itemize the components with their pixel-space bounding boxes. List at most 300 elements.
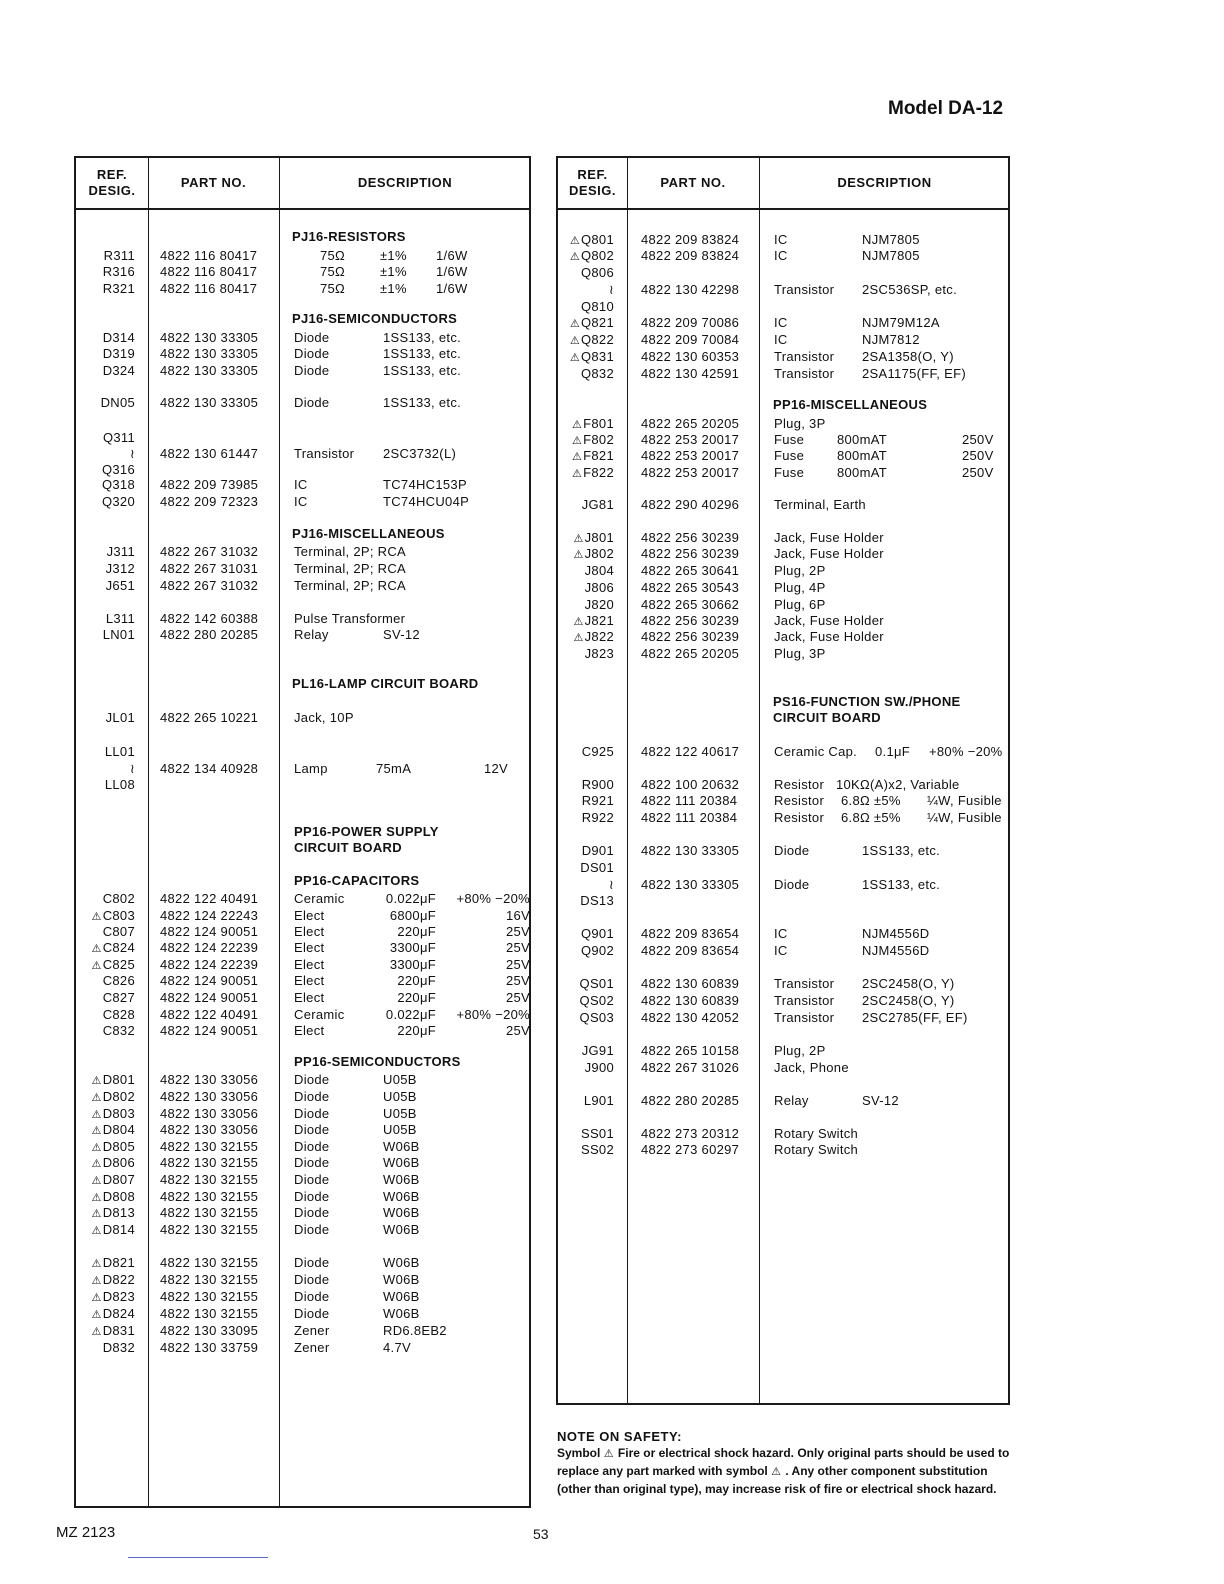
ref-designator: ⚠J801 [573,530,614,545]
description-d2: 1SS133, etc. [383,395,462,410]
description-d1: Diode [294,1205,330,1220]
description-d2: 2SA1358(O, Y) [862,349,954,364]
description-d2: 1SS133, etc. [383,330,462,345]
part-number: 4822 280 20285 [641,1093,740,1108]
part-number: 4822 122 40491 [160,891,259,906]
section-heading: PJ16-MISCELLANEOUS [292,526,445,541]
divider [128,1557,268,1558]
ref-designator: ⚠Q831 [569,349,614,364]
part-number: 4822 134 40928 [160,761,259,776]
description-d2: 1SS133, etc. [862,877,941,892]
part-number: 4822 280 20285 [160,627,259,642]
description-d2: 220μF [397,1023,436,1038]
description-d1: Rotary Switch [774,1126,859,1141]
ref-designator: ⚠C825 [91,957,135,972]
ref-designator: J820 [584,597,614,612]
ref-designator: D901 [581,843,614,858]
part-number: 4822 130 33305 [641,877,740,892]
description-d2: W06B [383,1205,420,1220]
description-d2: TC74HC153P [383,477,467,492]
part-number: 4822 124 22239 [160,957,259,972]
description-d1: Relay [774,1093,809,1108]
description-d2: SV-12 [862,1093,899,1108]
part-number: 4822 130 33056 [160,1072,259,1087]
part-number: 4822 130 33056 [160,1089,259,1104]
description-d1: Diode [294,346,330,361]
description-d1: Diode [294,1306,330,1321]
description-d2: ±1% [380,264,407,279]
description-d1: Ceramic [294,1007,345,1022]
part-number: 4822 130 33305 [160,330,259,345]
description-d2: 220μF [397,990,436,1005]
description-d1: Diode [294,1139,330,1154]
part-number: 4822 111 20384 [641,793,738,808]
hazard-icon: ⚠ [571,468,583,480]
ref-designator: J900 [584,1060,614,1075]
description-d3: +80% −20% [929,744,1003,759]
hazard-icon: ⚠ [91,1292,102,1304]
part-number: 4822 267 31032 [160,578,259,593]
section-heading: PP16-MISCELLANEOUS [773,397,928,412]
hazard-icon: ⚠ [91,1225,102,1237]
part-number: 4822 124 90051 [160,1023,259,1038]
description-d1: Resistor [774,777,825,792]
ref-designator: ⚠D813 [91,1205,135,1220]
hazard-icon: ⚠ [569,335,580,347]
ref-designator: QS01 [579,976,614,991]
safety-note-body: Symbol ⚠ Fire or electrical shock hazard. Only original parts should be used to replace any part marked with symbol ⚠ . Any other component substitution (other than original type), may increase risk of fire or electrical shock hazard. [557,1446,1010,1496]
ref-designator: ⚠Q821 [569,315,614,330]
section-heading: PJ16-SEMICONDUCTORS [292,311,458,326]
ref-designator: ⚠Q822 [569,332,614,347]
description-d1: Fuse [774,448,805,463]
hazard-icon: ⚠ [91,1125,102,1137]
description-d1: Resistor [774,810,825,825]
description-d1: Ceramic Cap. [774,744,858,759]
description-d1: Transistor [774,366,835,381]
description-d3: 1/6W [436,281,468,296]
description-d1: Jack, Fuse Holder [774,530,884,545]
part-number: 4822 122 40617 [641,744,740,759]
ref-designator: R921 [581,793,614,808]
description-d1: Jack, 10P [294,710,354,725]
part-number: 4822 265 20205 [641,646,740,661]
ref-designator: ⚠D807 [91,1172,135,1187]
description-d2: NJM4556D [862,926,930,941]
description-d1: Diode [294,1289,330,1304]
ref-designator: L311 [105,611,135,626]
description-d1: 75Ω [320,248,346,263]
description-d2: 2SC2458(O, Y) [862,993,955,1008]
ref-designator: D314 [102,330,135,345]
part-number: 4822 130 61447 [160,446,259,461]
description-d1: Elect [294,924,325,939]
part-number: 4822 130 42052 [641,1010,740,1025]
ref-designator: D324 [102,363,135,378]
ref-designator: Q806 [580,265,614,280]
part-number: 4822 209 83824 [641,248,740,263]
ref-designator: ⚠C803 [91,908,135,923]
part-number: 4822 267 31032 [160,544,259,559]
description-d1: Plug, 4P [774,580,826,595]
part-number: 4822 130 32155 [160,1272,259,1287]
ref-designator: ⚠J822 [573,629,614,644]
description-d1: Diode [294,1122,330,1137]
hazard-icon: ⚠ [569,235,580,247]
ref-designator: Q832 [580,366,614,381]
hazard-icon: ⚠ [91,1309,102,1321]
ref-designator: QS02 [579,993,614,1008]
description-d1: Transistor [774,1010,835,1025]
description-d1: IC [774,248,788,263]
ref-designator: JL01 [105,710,135,725]
hazard-icon: ⚠ [91,1092,102,1104]
ref-designator: ⚠F802 [571,432,614,447]
description-d1: Diode [294,1272,330,1287]
description-d1: Elect [294,940,325,955]
part-number: 4822 124 22239 [160,940,259,955]
description-d1: Diode [294,1089,330,1104]
part-number: 4822 130 32155 [160,1306,259,1321]
part-number: 4822 209 72323 [160,494,259,509]
part-number: 4822 273 60297 [641,1142,740,1157]
ref-designator: ⚠D803 [91,1106,135,1121]
ref-designator: D832 [102,1340,135,1355]
description-d1: Plug, 3P [774,416,826,431]
description-d3: 25V [505,957,530,972]
description-d2: NJM4556D [862,943,930,958]
description-d1: Diode [294,363,330,378]
section-heading: PL16-LAMP CIRCUIT BOARD [292,676,479,691]
ref-designator: Q810 [580,299,614,314]
hazard-icon: ⚠ [91,1142,102,1154]
description-d2: NJM7812 [862,332,920,347]
ref-designator: Q902 [580,943,614,958]
part-number: 4822 256 30239 [641,613,740,628]
ref-designator: C827 [102,990,135,1005]
section-heading: PS16-FUNCTION SW./PHONE CIRCUIT BOARD [773,694,961,725]
ref-designator: ⚠J821 [573,613,614,628]
ref-designator: C802 [102,891,135,906]
ref-designator: Q320 [101,494,135,509]
part-number: 4822 142 60388 [160,611,259,626]
hazard-icon: ⚠ [91,960,102,972]
part-number: 4822 130 33305 [641,843,740,858]
description-d2: U05B [383,1122,417,1137]
description-d1: Lamp [294,761,328,776]
part-number: 4822 130 33095 [160,1323,259,1338]
ref-designator: ≀ [129,446,135,461]
description-d1: Transistor [774,976,835,991]
description-d1: Diode [294,1172,330,1187]
ref-designator: D319 [102,346,135,361]
ref-designator: R900 [581,777,614,792]
ref-designator: DS13 [580,893,614,908]
ref-designator: ⚠D814 [91,1222,135,1237]
part-number: 4822 265 30543 [641,580,740,595]
description-d2: 0.1μF [875,744,911,759]
part-number: 4822 116 80417 [160,264,258,279]
description-d1: Relay [294,627,329,642]
hazard-icon: ⚠ [569,251,580,263]
hazard-icon: ⚠ [91,1258,102,1270]
safety-note [557,1428,1017,1498]
part-number: 4822 265 30641 [641,563,740,578]
hazard-icon: ⚠ [573,616,584,628]
description-d2: 800mAT [837,448,887,463]
ref-designator: ⚠F801 [571,416,614,431]
part-number: 4822 209 70086 [641,315,740,330]
part-number: 4822 122 40491 [160,1007,259,1022]
col-part-header: PART NO. [180,175,247,190]
description-d1: Resistor [774,793,825,808]
description-d1: IC [774,315,788,330]
safety-note-title: NOTE ON SAFETY: [557,1429,682,1444]
model-title: Model DA-12 [888,98,1004,119]
hazard-icon: ⚠ [91,1158,102,1170]
description-d3: 25V [505,973,530,988]
description-d2: W06B [383,1289,420,1304]
ref-designator: J651 [105,578,135,593]
ref-designator: ⚠J802 [573,546,614,561]
part-number: 4822 130 42298 [641,282,740,297]
description-d1: Diode [294,1155,330,1170]
hazard-icon: ⚠ [771,1466,781,1478]
part-number: 4822 130 60353 [641,349,740,364]
ref-designator: C832 [102,1023,135,1038]
part-number: 4822 209 83654 [641,943,740,958]
section-heading: PP16-SEMICONDUCTORS [294,1054,461,1069]
part-number: 4822 130 32155 [160,1155,259,1170]
ref-designator: R311 [103,248,135,263]
hazard-icon: ⚠ [91,1208,102,1220]
part-number: 4822 253 20017 [641,432,740,447]
description-d2: 220μF [397,973,436,988]
part-number: 4822 130 42591 [641,366,740,381]
ref-designator: L901 [583,1093,614,1108]
hazard-icon: ⚠ [91,1075,102,1087]
description-d2: 0.022μF [385,1007,436,1022]
part-number: 4822 265 10158 [641,1043,740,1058]
part-number: 4822 130 60839 [641,993,740,1008]
part-number: 4822 267 31026 [641,1060,740,1075]
part-number: 4822 267 31031 [160,561,259,576]
description-d1: Transistor [774,282,835,297]
ref-designator: J312 [105,561,135,576]
ref-designator: C807 [102,924,135,939]
description-d1: Plug, 6P [774,597,826,612]
description-d1: Diode [294,395,330,410]
document-number: MZ 2123 [56,1524,116,1541]
ref-designator: LN01 [102,627,135,642]
part-number: 4822 130 32155 [160,1139,259,1154]
ref-designator: ⚠D804 [91,1122,135,1137]
description-d2: 10KΩ(A)x2, Variable [836,777,960,792]
ref-designator: Q311 [102,430,135,445]
description-d1: Diode [294,1222,330,1237]
part-number: 4822 130 32155 [160,1222,259,1237]
description-d1: Fuse [774,432,805,447]
description-d2: W06B [383,1272,420,1287]
page-number: 53 [533,1526,549,1542]
ref-designator: SS02 [580,1142,614,1157]
ref-designator: R316 [102,264,135,279]
description-d2: 75mA [376,761,412,776]
description-d2: U05B [383,1072,417,1087]
col-desc-header: DESCRIPTION [837,175,932,190]
part-number: 4822 256 30239 [641,629,740,644]
description-d1: Jack, Fuse Holder [774,629,884,644]
description-d1: Diode [294,330,330,345]
ref-designator: Q318 [101,477,135,492]
description-d1: Diode [774,877,810,892]
ref-designator: ⚠Q802 [569,248,614,263]
description-d2: 2SC3732(L) [383,446,457,461]
hazard-icon: ⚠ [91,1109,102,1121]
description-d2: SV-12 [383,627,420,642]
part-number: 4822 130 33305 [160,363,259,378]
description-d2: 6.8Ω ±5% [841,793,901,808]
ref-designator: ≀ [608,877,614,892]
ref-designator: ⚠D802 [91,1089,135,1104]
description-d1: IC [294,494,308,509]
description-d1: IC [774,332,788,347]
description-d1: Elect [294,957,325,972]
description-d2: 2SA1175(FF, EF) [862,366,966,381]
description-d2: 2SC536SP, etc. [862,282,958,297]
ref-designator: Q901 [580,926,614,941]
col-ref-header: REF. DESIG. [568,167,617,198]
description-d2: W06B [383,1155,420,1170]
description-d2: W06B [383,1172,420,1187]
ref-designator: JG81 [581,497,614,512]
description-d1: Plug, 2P [774,1043,826,1058]
ref-designator: ⚠C824 [91,940,135,955]
description-d1: Terminal, 2P; RCA [294,578,407,593]
hazard-icon: ⚠ [573,533,584,545]
ref-designator: C925 [581,744,614,759]
part-number: 4822 130 32155 [160,1255,259,1270]
part-number: 4822 124 90051 [160,973,259,988]
description-d1: Diode [294,1255,330,1270]
hazard-icon: ⚠ [569,352,580,364]
description-d2: 2SC2785(FF, EF) [862,1010,968,1025]
description-d2: W06B [383,1306,420,1321]
description-d1: Jack, Phone [774,1060,849,1075]
description-d3: ¼W, Fusible [927,793,1002,808]
part-number: 4822 253 20017 [641,448,740,463]
part-number: 4822 124 90051 [160,990,259,1005]
hazard-icon: ⚠ [91,1326,102,1338]
ref-designator: ⚠D808 [91,1189,135,1204]
description-d1: Terminal, 2P; RCA [294,561,407,576]
description-d2: 800mAT [837,432,887,447]
description-d1: Diode [294,1106,330,1121]
description-d3: 16V [505,908,530,923]
description-d1: Diode [294,1189,330,1204]
description-d3: 25V [505,924,530,939]
description-d1: Jack, Fuse Holder [774,546,884,561]
description-d2: W06B [383,1139,420,1154]
description-d2: W06B [383,1189,420,1204]
description-d3: 250V [962,465,994,480]
description-d2: NJM7805 [862,248,920,263]
description-d1: Transistor [294,446,355,461]
ref-designator: ⚠D805 [91,1139,135,1154]
part-number: 4822 111 20384 [641,810,738,825]
description-d1: 75Ω [320,281,346,296]
hazard-icon: ⚠ [91,943,102,955]
ref-designator: C826 [102,973,135,988]
part-number: 4822 130 33056 [160,1122,259,1137]
ref-designator: Q316 [101,462,135,477]
description-d3: +80% −20% [456,1007,530,1022]
hazard-icon: ⚠ [91,1275,102,1287]
description-d3: 25V [505,940,530,955]
ref-designator: SS01 [580,1126,614,1141]
part-number: 4822 290 40296 [641,497,740,512]
ref-designator: J311 [106,544,135,559]
description-d1: Terminal, 2P; RCA [294,544,407,559]
description-d1: Diode [294,1072,330,1087]
description-d1: Fuse [774,465,805,480]
description-d3: 250V [962,448,994,463]
description-d1: Diode [774,843,810,858]
hazard-icon: ⚠ [91,911,102,923]
description-d1: IC [774,232,788,247]
description-d1: IC [774,943,788,958]
ref-designator: ⚠D821 [91,1255,135,1270]
part-number: 4822 130 33305 [160,346,259,361]
hazard-icon: ⚠ [91,1175,102,1187]
ref-designator: LL08 [104,777,135,792]
ref-designator: ⚠F821 [571,448,614,463]
part-number: 4822 265 10221 [160,710,259,725]
part-number: 4822 130 32155 [160,1172,259,1187]
hazard-icon: ⚠ [571,451,583,463]
description-d2: RD6.8EB2 [383,1323,447,1338]
description-d3: 25V [505,1023,530,1038]
description-d2: 2SC2458(O, Y) [862,976,955,991]
part-number: 4822 124 90051 [160,924,259,939]
description-d2: 1SS133, etc. [383,346,462,361]
description-d3: ¼W, Fusible [927,810,1002,825]
description-d2: ±1% [380,248,407,263]
part-number: 4822 209 83824 [641,232,740,247]
hazard-icon: ⚠ [571,435,583,447]
ref-designator: DS01 [580,860,614,875]
description-d1: Transistor [774,349,835,364]
description-d3: +80% −20% [456,891,530,906]
part-number: 4822 256 30239 [641,546,740,561]
description-d2: W06B [383,1255,420,1270]
description-d2: 6800μF [389,908,436,923]
part-number: 4822 124 22243 [160,908,259,923]
description-d2: U05B [383,1106,417,1121]
description-d3: 1/6W [436,248,468,263]
description-d1: Zener [294,1323,330,1338]
ref-designator: ≀ [129,761,135,776]
hazard-icon: ⚠ [569,318,580,330]
description-d1: Pulse Transformer [294,611,406,626]
ref-designator: R321 [102,281,135,296]
ref-designator: ⚠D824 [91,1306,135,1321]
part-number: 4822 209 73985 [160,477,259,492]
description-d2: U05B [383,1089,417,1104]
ref-designator: LL01 [104,744,135,759]
ref-designator: ⚠Q801 [569,232,614,247]
description-d2: 4.7V [383,1340,411,1355]
